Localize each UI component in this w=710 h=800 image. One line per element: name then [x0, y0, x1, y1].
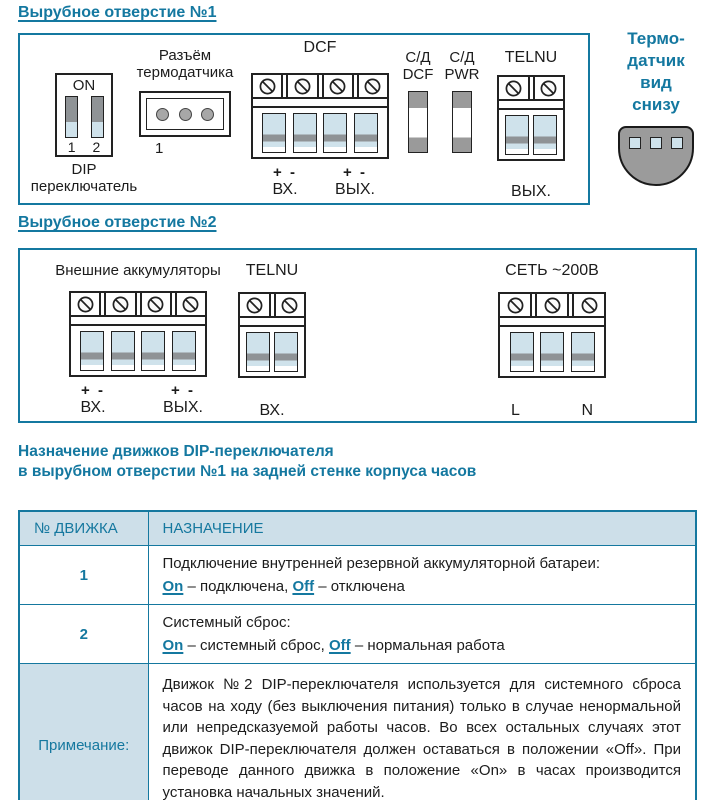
led-pwr-label-line2: PWR — [444, 66, 480, 83]
table-row — [19, 546, 696, 605]
thermo-connector — [139, 91, 231, 137]
thermo-sensor-view-group — [606, 28, 706, 186]
screw-terminal-icon — [240, 296, 269, 315]
sensor-pin — [671, 137, 683, 149]
led-pwr-label-line1: С/Д — [449, 49, 475, 66]
screw-terminal-icon — [106, 295, 134, 314]
polarity-signs: + - — [171, 382, 195, 399]
screw-terminal-icon — [177, 295, 205, 314]
wire-slot — [505, 115, 529, 155]
screw-separator — [99, 293, 106, 315]
dcf-sublabels — [250, 165, 390, 199]
thermo-pin-label: 1 — [155, 140, 164, 157]
off-state: Off — [328, 637, 351, 654]
sensor-pin — [629, 137, 641, 149]
battery-input-sublabel — [48, 383, 138, 417]
screw-terminal-icon — [537, 296, 567, 315]
dip-pin1-label: 1 — [67, 139, 76, 155]
slider-description — [148, 546, 696, 605]
battery-terminal-group — [48, 262, 228, 417]
screw-separator — [317, 75, 324, 97]
screw-terminal-icon — [288, 77, 316, 96]
screw-terminal-icon — [253, 77, 281, 96]
dip-pin-numbers — [68, 139, 101, 155]
wire-slot — [293, 113, 317, 153]
dcf-terminal-group — [250, 39, 390, 199]
thermo-connector-group — [120, 47, 250, 157]
wire-slot — [262, 113, 286, 153]
screw-separator — [170, 293, 177, 315]
screw-terminal-icon — [142, 295, 170, 314]
wire-slot — [571, 332, 595, 372]
assignment-heading — [18, 442, 476, 482]
terminal-band — [71, 317, 205, 326]
output-label: ВЫХ. — [511, 183, 551, 200]
connector-pin — [156, 108, 169, 121]
screw-terminal-icon — [71, 295, 99, 314]
wire-slot — [354, 113, 378, 153]
section1-title: Вырубное отверстие №1 — [18, 4, 217, 21]
screw-terminal-icon — [276, 296, 305, 315]
section2-title: Вырубное отверстие №2 — [18, 214, 217, 231]
slider-description — [148, 605, 696, 664]
screw-separator — [528, 77, 535, 99]
description-title: Системный сброс: — [162, 614, 291, 631]
sensor-label-line3: вид — [640, 73, 672, 92]
sensor-label-line4: снизу — [632, 95, 680, 114]
output-label: ВЫХ. — [335, 181, 375, 198]
dip-pin2-label: 2 — [92, 139, 101, 155]
telnu-label: TELNU — [245, 262, 299, 279]
sensor-label-line1: Термо- — [627, 29, 685, 48]
screw-terminal-icon — [324, 77, 352, 96]
screw-row — [253, 75, 387, 99]
note-label: Примечание: — [19, 664, 148, 800]
led-dcf-group — [394, 49, 442, 153]
dip-assignment-table — [18, 510, 697, 800]
wire-slot — [141, 331, 165, 371]
dip-slider-2 — [91, 96, 104, 138]
telnu-out-group — [488, 49, 574, 201]
battery-terminal-block — [69, 291, 207, 377]
table-header-row — [19, 511, 696, 546]
cutout1-panel — [18, 33, 590, 205]
slider-number: 1 — [19, 546, 148, 605]
battery-output-sublabel — [138, 383, 228, 417]
terminal-band — [500, 318, 604, 327]
screw-separator — [567, 294, 574, 316]
screw-terminal-icon — [535, 79, 564, 98]
wire-slots — [240, 327, 304, 376]
dcf-output-sublabel — [320, 165, 390, 199]
mains-label: СЕТЬ ~200В — [505, 262, 599, 279]
dcf-input-sublabel — [250, 165, 320, 199]
mains-line-neutral-labels — [498, 402, 606, 420]
slider-number: 2 — [19, 605, 148, 664]
dip-channels — [65, 96, 104, 138]
wire-slot — [274, 332, 298, 372]
assignment-heading-line2: в вырубном отверстии №1 на задней стенке корпуса часов — [18, 463, 477, 480]
polarity-signs: + - — [273, 164, 297, 181]
thermo-sensor-bottom-view — [618, 126, 694, 186]
wire-slot — [540, 332, 564, 372]
input-label: ВХ. — [80, 399, 106, 416]
wire-slot — [510, 332, 534, 372]
thermo-connector-socket — [146, 98, 224, 130]
dcf-terminal-block — [251, 73, 389, 159]
off-state-text: – нормальная работа — [350, 637, 505, 654]
screw-row — [240, 294, 304, 318]
polarity-signs: + - — [81, 382, 105, 399]
battery-label: Внешние аккумуляторы — [55, 262, 221, 279]
dip-on-label: ON — [72, 77, 96, 94]
wire-slots — [253, 108, 387, 157]
screw-terminal-icon — [500, 296, 530, 315]
output-label: ВЫХ. — [163, 399, 203, 416]
wire-slot — [111, 331, 135, 371]
screw-separator — [530, 294, 537, 316]
dip-slider-1 — [65, 96, 78, 138]
led-indicator-dcf — [408, 91, 428, 153]
screw-separator — [352, 75, 359, 97]
wire-slots — [500, 327, 604, 376]
screw-row — [499, 77, 563, 101]
off-state: Off — [292, 578, 315, 595]
telnu-terminal-block — [497, 75, 565, 161]
led-dcf-label-line2: DCF — [402, 66, 434, 83]
battery-sublabels — [48, 383, 228, 417]
wire-slot — [246, 332, 270, 372]
connector-pin — [201, 108, 214, 121]
led-dcf-label-line1: С/Д — [405, 49, 431, 66]
mains-terminal-block — [498, 292, 606, 378]
column-header-purpose: НАЗНАЧЕНИЕ — [148, 511, 696, 546]
mains-terminal-group — [472, 262, 632, 420]
dip-caption-line2: переключатель — [30, 178, 138, 195]
polarity-signs: + - — [343, 164, 367, 181]
table-row — [19, 605, 696, 664]
input-label: ВХ. — [272, 181, 298, 198]
off-state-text: – отключена — [314, 578, 405, 595]
dcf-label: DCF — [303, 39, 337, 56]
screw-terminal-icon — [574, 296, 604, 315]
sensor-label-line2: датчик — [627, 51, 685, 70]
note-text: Движок №2 DIP-переключателя используется для системного сброса часов на ходу (без выключения питания) только в случае ненормальной или непредсказуемой работы часов. Во всех остальных случаях этот движок DIP-переключателя должен оставаться в положении «Off». При переводе данного движка в положение «On» в часах производится установка начальных значений. — [148, 664, 696, 800]
screw-separator — [269, 294, 276, 316]
description-states — [163, 575, 682, 598]
screw-separator — [281, 75, 288, 97]
screw-terminal-icon — [359, 77, 387, 96]
screw-row — [500, 294, 604, 318]
note-row — [19, 664, 696, 800]
screw-row — [71, 293, 205, 317]
led-indicator-pwr — [452, 91, 472, 153]
description-title: Подключение внутренней резервной аккумуляторной батареи: — [162, 555, 601, 572]
terminal-band — [499, 101, 563, 110]
on-state-text: – подключена, — [183, 578, 293, 595]
telnu-terminal-block — [238, 292, 306, 378]
terminal-band — [240, 318, 304, 327]
assignment-heading-line1: Назначение движков DIP-переключателя — [18, 443, 334, 460]
input-label: ВХ. — [259, 402, 285, 419]
on-state-text: – системный сброс, — [183, 637, 329, 654]
sensor-pin — [650, 137, 662, 149]
description-states — [163, 634, 682, 657]
wire-slot — [533, 115, 557, 155]
wire-slots — [71, 326, 205, 375]
terminal-band — [253, 99, 387, 108]
wire-slot — [323, 113, 347, 153]
thermo-connector-label-line1: Разъём — [158, 47, 212, 64]
neutral-label: N — [581, 402, 593, 419]
wire-slot — [80, 331, 104, 371]
dip-switch — [55, 73, 113, 157]
on-state: On — [162, 578, 184, 595]
led-pwr-group — [438, 49, 486, 153]
line-label: L — [511, 402, 520, 419]
screw-terminal-icon — [499, 79, 528, 98]
on-state: On — [162, 637, 184, 654]
telnu-in-group — [222, 262, 322, 420]
wire-slots — [499, 110, 563, 159]
thermo-connector-label-line2: термодатчика — [136, 64, 234, 81]
connector-pin — [179, 108, 192, 121]
column-header-number: № ДВИЖКА — [19, 511, 148, 546]
wire-slot — [172, 331, 196, 371]
cutout2-panel — [18, 248, 697, 423]
dip-caption-line1: DIP — [71, 161, 97, 178]
telnu-label: TELNU — [504, 49, 558, 66]
screw-separator — [135, 293, 142, 315]
